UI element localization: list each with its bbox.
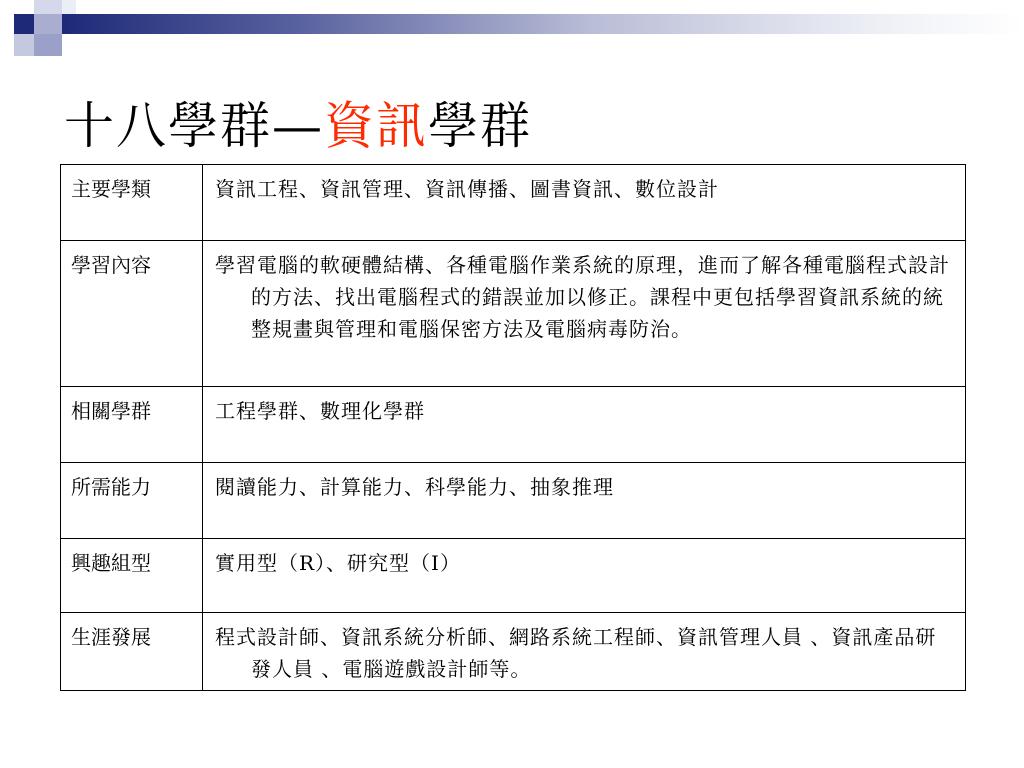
row-content — [203, 539, 966, 613]
row-content-text: 閱讀能力、計算能力、科學能力、抽象推理 — [215, 475, 614, 499]
row-content — [203, 613, 966, 691]
row-content — [203, 387, 966, 463]
title-accent: 資訊 — [324, 97, 428, 155]
table-row — [61, 463, 966, 539]
header-gradient-bar — [62, 14, 1024, 34]
decor-square-light-1 — [34, 0, 62, 14]
row-content — [203, 165, 966, 241]
decor-square-white — [62, 0, 76, 14]
row-content-text: 學習電腦的軟硬體結構、各種電腦作業系統的原理，進而了解各種電腦程式設計的方法、找出電腦程式的錯誤並加以修正。課程中更包括學習資訊系統的統整規畫與管理和電腦保密方法及電腦病毒防治。 — [215, 253, 950, 341]
decor-square-light-3 — [14, 34, 34, 56]
title-suffix: 學群 — [428, 97, 532, 155]
table-row — [61, 613, 966, 691]
table-row — [61, 387, 966, 463]
table-row — [61, 165, 966, 241]
decor-square-light-4 — [34, 34, 62, 56]
table-row — [61, 539, 966, 613]
slide-title — [64, 96, 532, 156]
row-label: 生涯發展 — [61, 613, 203, 691]
row-content-text: 工程學群、數理化學群 — [215, 399, 425, 423]
row-label: 學習內容 — [61, 241, 203, 387]
row-content-text: 程式設計師、資訊系統分析師、網路系統工程師、資訊管理人員 、資訊產品研發人員 、電腦遊戲設計師等。 — [215, 625, 937, 681]
row-content-text: 實用型（R）、研究型（I） — [215, 551, 461, 575]
info-table — [60, 164, 966, 691]
table-row — [61, 241, 966, 387]
row-label: 所需能力 — [61, 463, 203, 539]
title-prefix: 十八學群— — [64, 97, 324, 155]
row-label: 相關學群 — [61, 387, 203, 463]
row-content — [203, 241, 966, 387]
decor-square-light-2 — [34, 14, 62, 34]
row-content-text: 資訊工程、資訊管理、資訊傳播、圖書資訊、數位設計 — [215, 177, 719, 201]
row-label: 興趣組型 — [61, 539, 203, 613]
decor-square-navy — [14, 14, 34, 34]
row-label: 主要學類 — [61, 165, 203, 241]
row-content — [203, 463, 966, 539]
